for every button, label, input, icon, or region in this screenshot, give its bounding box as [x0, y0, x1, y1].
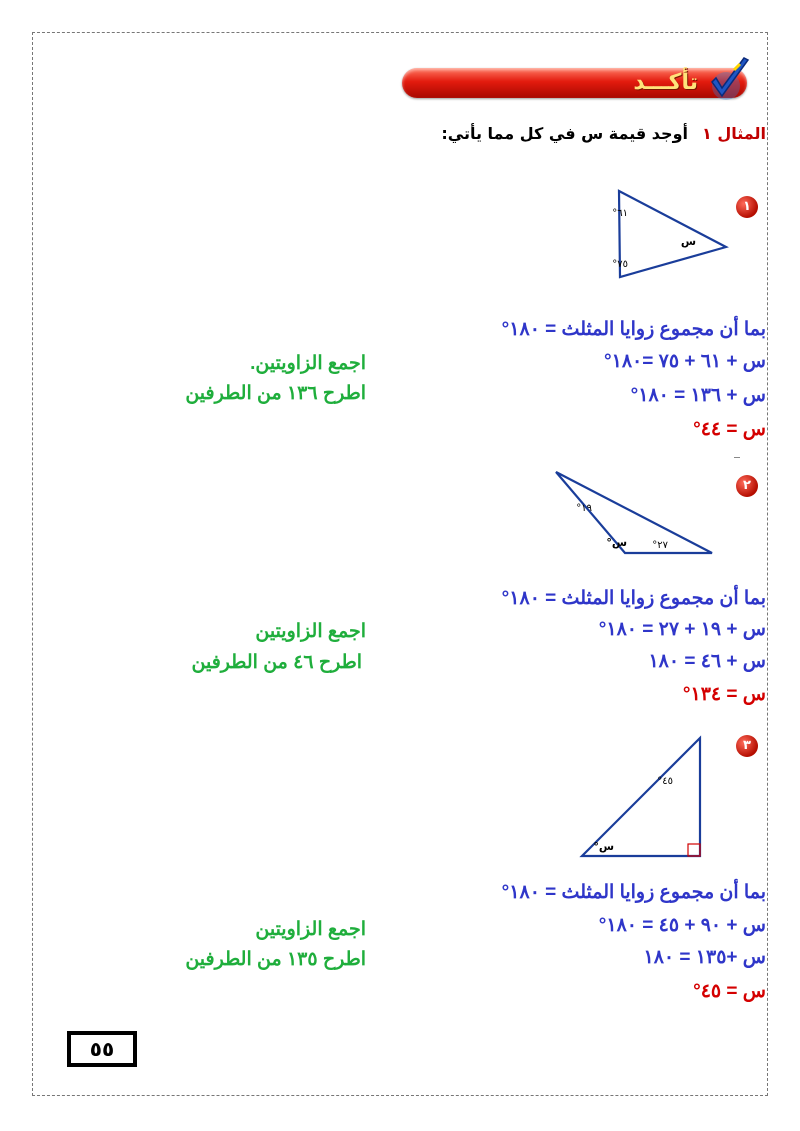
stray-mark — [734, 457, 740, 458]
p2-result: س = ١٣٤° — [682, 684, 766, 705]
problem-2-badge: ٢ — [736, 475, 758, 497]
triangle-2-angle-x: س° — [606, 536, 627, 549]
page-number-box — [67, 1031, 137, 1067]
instruction-text: أوجد قيمة س في كل مما يأتي: — [441, 124, 688, 143]
p2-line-2: س + ١٩ + ٢٧ = ١٨٠° — [598, 619, 766, 640]
p2-note-2: اطرح ٤٦ من الطرفين — [191, 652, 362, 673]
triangle-2-diagram — [550, 466, 720, 562]
triangle-2-angle-b: ٢٧° — [652, 540, 668, 551]
triangle-1-angle-x: س — [680, 235, 696, 248]
triangle-3-diagram — [576, 732, 706, 862]
example-label: المثال ١ — [702, 124, 766, 143]
triangle-1-diagram — [610, 185, 735, 285]
p1-line-1: بما أن مجموع زوايا المثلث = ١٨٠° — [501, 319, 766, 340]
p3-line-2: س + ٩٠ + ٤٥ = ١٨٠° — [598, 915, 766, 936]
triangle-2-angle-a: ١٩° — [576, 503, 592, 514]
p3-result: س = ٤٥° — [693, 981, 766, 1002]
p3-line-3: س +١٣٥ = ١٨٠ — [643, 947, 766, 968]
checkmark-icon — [704, 56, 754, 106]
triangle-3-angle-a: ٤٥° — [657, 776, 673, 787]
p2-note-1: اجمع الزاويتين — [255, 621, 366, 642]
triangle-1-angle-b: ٧٥° — [612, 259, 628, 270]
p1-note-2: اطرح ١٣٦ من الطرفين — [185, 383, 366, 404]
p2-line-1: بما أن مجموع زوايا المثلث = ١٨٠° — [501, 588, 766, 609]
p1-line-2: س + ٦١ + ٧٥ =١٨٠° — [604, 351, 766, 372]
problem-1-badge: ١ — [736, 196, 758, 218]
p3-note-1: اجمع الزاويتين — [255, 919, 366, 940]
page-number: ٥٥ — [89, 1037, 115, 1061]
triangle-1-angle-a: ٦١° — [612, 208, 628, 219]
p3-line-1: بما أن مجموع زوايا المثلث = ١٨٠° — [501, 882, 766, 903]
p1-line-3: س + ١٣٦ = ١٨٠° — [630, 385, 766, 406]
p1-result: س = ٤٤° — [693, 419, 766, 440]
p2-line-3: س + ٤٦ = ١٨٠ — [648, 651, 766, 672]
confirm-banner — [402, 62, 750, 104]
triangle-3-angle-x: س° — [593, 840, 614, 853]
right-angle-mark — [688, 844, 700, 856]
problem-3-badge: ٣ — [736, 735, 758, 757]
p1-note-1: اجمع الزاويتين. — [250, 353, 366, 374]
p3-note-2: اطرح ١٣٥ من الطرفين — [185, 949, 366, 970]
banner-label: تأكـــد — [633, 70, 698, 95]
